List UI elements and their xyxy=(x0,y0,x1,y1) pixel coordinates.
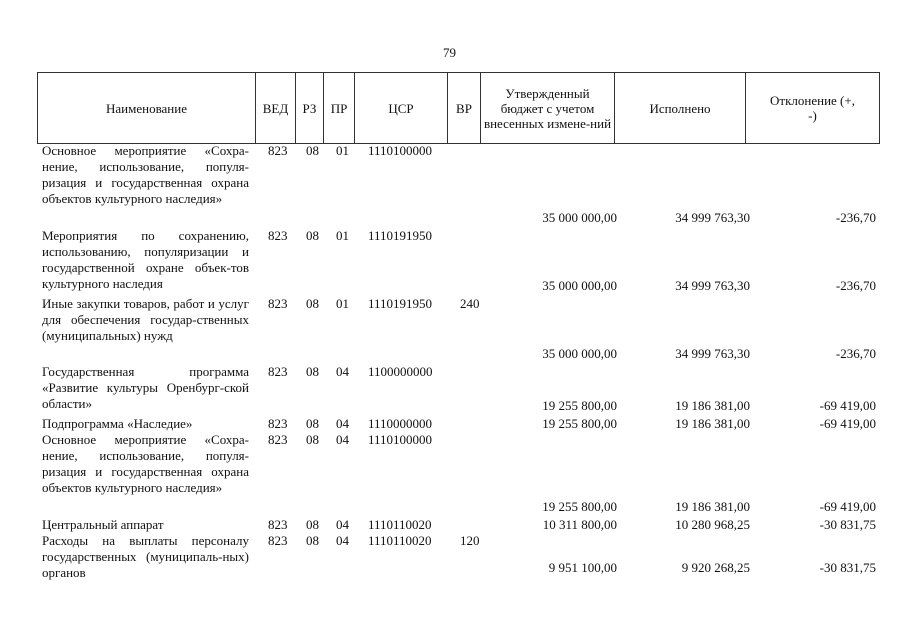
header-done: Исполнено xyxy=(615,73,746,144)
row-pr: 04 xyxy=(336,517,349,532)
row-deviation: -69 419,00 xyxy=(819,398,876,413)
header-vr: ВР xyxy=(448,73,481,144)
header-deviation: Отклонение (+, -) xyxy=(746,73,880,144)
row-deviation: -69 419,00 xyxy=(819,499,876,514)
row-csr: 1110100000 xyxy=(368,432,433,447)
row-rz: 08 xyxy=(306,533,319,548)
row-name: Расходы на выплаты персоналу государственных (муниципаль-ных) органов xyxy=(42,533,249,580)
row-name: Государственная программа «Развитие культуры Оренбург-ской области» xyxy=(42,364,249,411)
row-pr: 04 xyxy=(336,533,349,548)
row-rz: 08 xyxy=(306,228,319,243)
row-done: 19 186 381,00 xyxy=(675,398,750,413)
row-csr: 1100000000 xyxy=(368,364,433,379)
row-name: Подпрограмма «Наследие» xyxy=(42,416,193,431)
table-row xyxy=(0,364,899,416)
row-budget: 35 000 000,00 xyxy=(542,210,617,225)
row-deviation: -236,70 xyxy=(835,278,876,293)
row-csr: 1110000000 xyxy=(368,416,433,431)
header-rz: РЗ xyxy=(296,73,324,144)
row-done: 19 186 381,00 xyxy=(675,416,750,431)
row-deviation: -236,70 xyxy=(835,346,876,361)
row-pr: 01 xyxy=(336,296,349,311)
header-pr: ПР xyxy=(324,73,355,144)
row-vr: 240 xyxy=(460,296,480,311)
row-name: Иные закупки товаров, работ и услуг для обеспечения государ-ственных (муниципальных) нужд xyxy=(42,296,249,343)
page-number: 79 xyxy=(443,45,456,60)
table-body xyxy=(0,143,899,585)
row-name: Основное мероприятие «Сохра-нение, использование, популя-ризация и государственная охрана объектов культурного наследия» xyxy=(42,143,249,206)
row-rz: 08 xyxy=(306,432,319,447)
row-ved: 823 xyxy=(268,143,288,158)
table-row xyxy=(0,143,899,228)
table-row xyxy=(0,517,899,533)
header-name: Наименование xyxy=(38,73,256,144)
table-row xyxy=(0,228,899,296)
row-name: Центральный аппарат xyxy=(42,517,164,532)
row-rz: 08 xyxy=(306,416,319,431)
header-budget: Утвержденный бюджет с учетом внесенных измене-ний xyxy=(481,73,615,144)
row-deviation: -69 419,00 xyxy=(819,416,876,431)
row-rz: 08 xyxy=(306,143,319,158)
row-done: 34 999 763,30 xyxy=(675,210,750,225)
row-ved: 823 xyxy=(268,533,288,548)
row-budget: 19 255 800,00 xyxy=(542,398,617,413)
row-name: Основное мероприятие «Сохра-нение, использование, популя-ризация и государственная охрана объектов культурного наследия» xyxy=(42,432,249,495)
row-done: 9 920 268,25 xyxy=(681,560,750,575)
row-csr: 1110110020 xyxy=(368,533,432,548)
table-header xyxy=(37,72,880,144)
row-budget: 19 255 800,00 xyxy=(542,499,617,514)
row-budget: 10 311 800,00 xyxy=(542,517,617,532)
row-vr: 120 xyxy=(460,533,480,548)
table-row xyxy=(0,432,899,517)
row-ved: 823 xyxy=(268,364,288,379)
row-ved: 823 xyxy=(268,432,288,447)
row-pr: 04 xyxy=(336,364,349,379)
row-done: 34 999 763,30 xyxy=(675,278,750,293)
header-csr: ЦСР xyxy=(355,73,448,144)
row-pr: 04 xyxy=(336,432,349,447)
row-budget: 35 000 000,00 xyxy=(542,278,617,293)
row-done: 34 999 763,30 xyxy=(675,346,750,361)
row-csr: 1110100000 xyxy=(368,143,433,158)
header-ved: ВЕД xyxy=(256,73,296,144)
row-csr: 1110191950 xyxy=(368,296,433,311)
row-csr: 1110110020 xyxy=(368,517,432,532)
row-ved: 823 xyxy=(268,517,288,532)
row-deviation: -236,70 xyxy=(835,210,876,225)
row-rz: 08 xyxy=(306,296,319,311)
table-row xyxy=(0,296,899,364)
row-pr: 01 xyxy=(336,228,349,243)
row-budget: 9 951 100,00 xyxy=(548,560,617,575)
row-deviation: -30 831,75 xyxy=(819,560,876,575)
row-done: 19 186 381,00 xyxy=(675,499,750,514)
row-name: Мероприятия по сохранению, использованию, популяризации и государственной охране объек-тов культурного наследия xyxy=(42,228,249,291)
row-budget: 35 000 000,00 xyxy=(542,346,617,361)
row-budget: 19 255 800,00 xyxy=(542,416,617,431)
row-ved: 823 xyxy=(268,228,288,243)
row-rz: 08 xyxy=(306,364,319,379)
row-ved: 823 xyxy=(268,296,288,311)
row-csr: 1110191950 xyxy=(368,228,433,243)
row-ved: 823 xyxy=(268,416,288,431)
row-done: 10 280 968,25 xyxy=(675,517,750,532)
table-row xyxy=(0,533,899,585)
row-deviation: -30 831,75 xyxy=(819,517,876,532)
row-pr: 01 xyxy=(336,143,349,158)
table-row xyxy=(0,416,899,432)
row-rz: 08 xyxy=(306,517,319,532)
row-pr: 04 xyxy=(336,416,349,431)
